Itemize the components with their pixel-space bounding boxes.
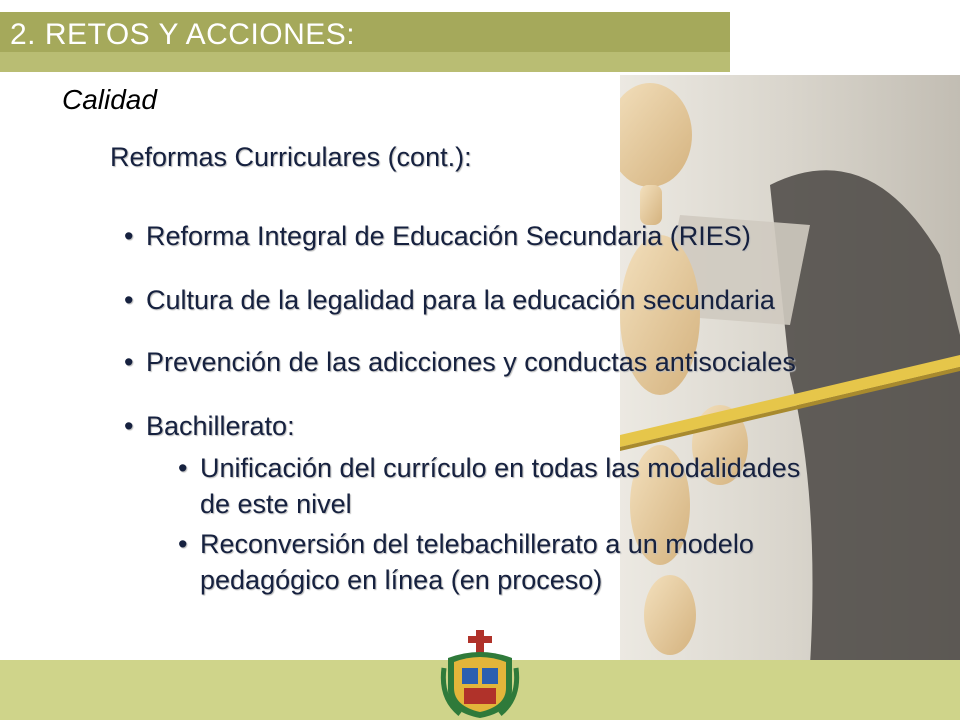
section-label: Calidad (62, 84, 157, 115)
sub-bullet-line: Unificación del currículo en todas las modalidades (200, 453, 801, 483)
bullet-dot: • (178, 453, 188, 483)
header-bar (0, 12, 730, 72)
bullet-dot: • (124, 221, 134, 251)
bullet-text: Cultura de la legalidad para la educación secundaria (146, 285, 775, 315)
section-heading: Reformas Curriculares (cont.): (110, 142, 472, 172)
bullet-text: Reforma Integral de Educación Secundaria (RIES) (146, 221, 751, 251)
header-bar-bottom (0, 52, 730, 72)
bullet-item (124, 282, 775, 318)
bullet-text: Prevención de las adicciones y conductas antisociales (146, 347, 796, 377)
sub-bullet-item (178, 450, 920, 522)
slide-title: 2. RETOS Y ACCIONES: (10, 18, 356, 51)
sub-bullet-line: pedagógico en línea (en proceso) (200, 565, 603, 595)
bullet-item (124, 408, 295, 444)
bullet-text: Bachillerato: (146, 411, 295, 441)
bullet-item (124, 218, 751, 254)
bullet-dot: • (178, 529, 188, 559)
bullet-dot: • (124, 285, 134, 315)
bullet-dot: • (124, 411, 134, 441)
sub-bullet-item (178, 526, 920, 598)
sub-bullet-line: de este nivel (200, 489, 352, 519)
coat-of-arms-icon (440, 628, 520, 720)
bullet-item (124, 344, 796, 380)
sub-bullet-line: Reconversión del telebachillerato a un modelo (200, 529, 754, 559)
bullet-dot: • (124, 347, 134, 377)
